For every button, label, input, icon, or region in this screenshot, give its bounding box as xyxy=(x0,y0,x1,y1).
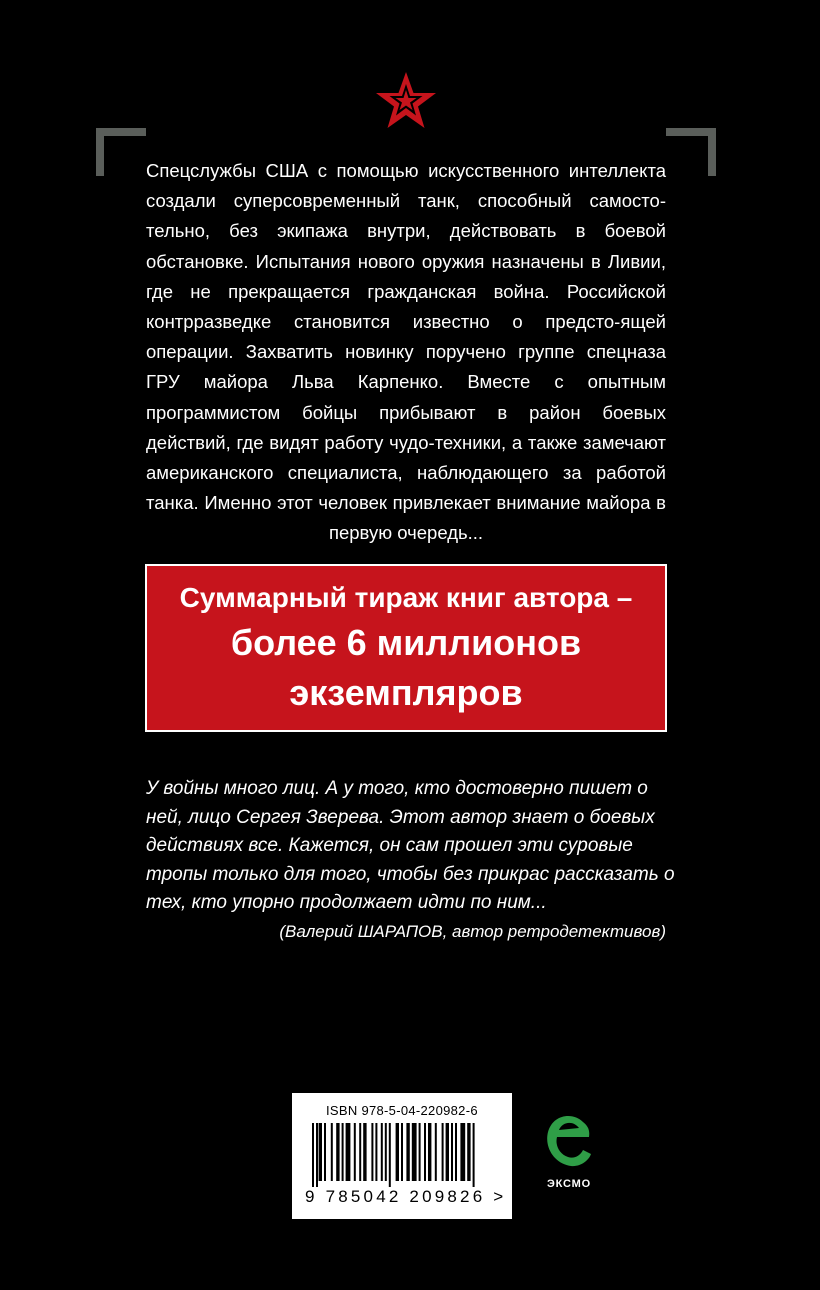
barcode-bar xyxy=(396,1123,399,1181)
barcode-bar xyxy=(435,1123,437,1181)
red-star-icon xyxy=(374,70,438,132)
barcode-bar xyxy=(342,1123,344,1181)
barcode-bar xyxy=(324,1123,326,1181)
circulation-line-1: Суммарный тираж книг автора – xyxy=(179,582,633,613)
circulation-banner xyxy=(145,564,667,732)
barcode-bar xyxy=(371,1123,373,1181)
barcode-bar xyxy=(354,1123,356,1181)
barcode-bar xyxy=(460,1123,465,1181)
barcode-bar xyxy=(473,1123,475,1187)
barcode-bar xyxy=(455,1123,457,1181)
corner-bracket-left xyxy=(96,128,146,176)
barcode-bar xyxy=(424,1123,426,1181)
barcode-bar xyxy=(406,1123,409,1181)
barcode-bar xyxy=(442,1123,444,1181)
barcode-bar xyxy=(419,1123,421,1181)
barcode-bar xyxy=(389,1123,391,1187)
barcode-bar xyxy=(412,1123,417,1181)
barcode-bar xyxy=(359,1123,361,1181)
barcode-bar xyxy=(385,1123,387,1181)
barcode-bar xyxy=(451,1123,453,1181)
review-quote-author: (Валерий ШАРАПОВ, автор ретродетективов) xyxy=(279,922,666,941)
barcode-bars xyxy=(312,1123,492,1187)
barcode-bar xyxy=(428,1123,431,1181)
barcode-bar xyxy=(381,1123,383,1181)
barcode-bar xyxy=(319,1123,322,1181)
barcode-bar xyxy=(346,1123,351,1181)
isbn-barcode xyxy=(292,1093,512,1219)
corner-bracket-right xyxy=(666,128,716,176)
isbn-label: ISBN 978-5-04-220982-6 xyxy=(326,1103,478,1118)
barcode-bar xyxy=(401,1123,403,1181)
barcode-bar xyxy=(336,1123,339,1181)
publisher-name: ЭКСМО xyxy=(547,1178,591,1190)
barcode-bar xyxy=(316,1123,318,1187)
barcode-bar xyxy=(446,1123,449,1181)
barcode-bar xyxy=(312,1123,314,1187)
barcode-bar xyxy=(375,1123,377,1181)
barcode-bar xyxy=(363,1123,366,1181)
barcode-bar xyxy=(331,1123,333,1181)
barcode-bar xyxy=(467,1123,470,1181)
review-quote: У войны много лиц. А у того, кто достоверно пишет о ней, лицо Сергея Зверева. Этот автор знает о боевых действиях все. Кажется, он сам прошел эти суровые тропы только для того, чтобы без прикрас рассказать о тех, кто упорно продолжает идти по ним... xyxy=(146,778,675,913)
synopsis-text: Спецслужбы США с помощью искусственного интеллекта создали суперсовременный танк, способный самосто-тельно, без экипажа внутри, действовать в боевой обстановке. Испытания нового оружия назначены в Ливии, где не прекращается гражданская война. Российской контрразведке становится известно о предсто-ящей операции. Захватить новинку поручено группе спецназа ГРУ майора Льва Карпенко. Вместе с опытным программистом бойцы прибывают в район боевых действий, где видят работу чудо-техники, а также замечают американского специалиста, наблюдающего за работой танка. Именно этот человек привлекает внимание майора в первую очередь... xyxy=(146,160,666,544)
circulation-line-2: более 6 миллионов xyxy=(230,622,582,663)
eksmo-logo-icon xyxy=(543,1110,593,1170)
circulation-line-3: экземпляров xyxy=(289,672,523,713)
barcode-digits: 9 785042 209826 > xyxy=(305,1187,507,1206)
